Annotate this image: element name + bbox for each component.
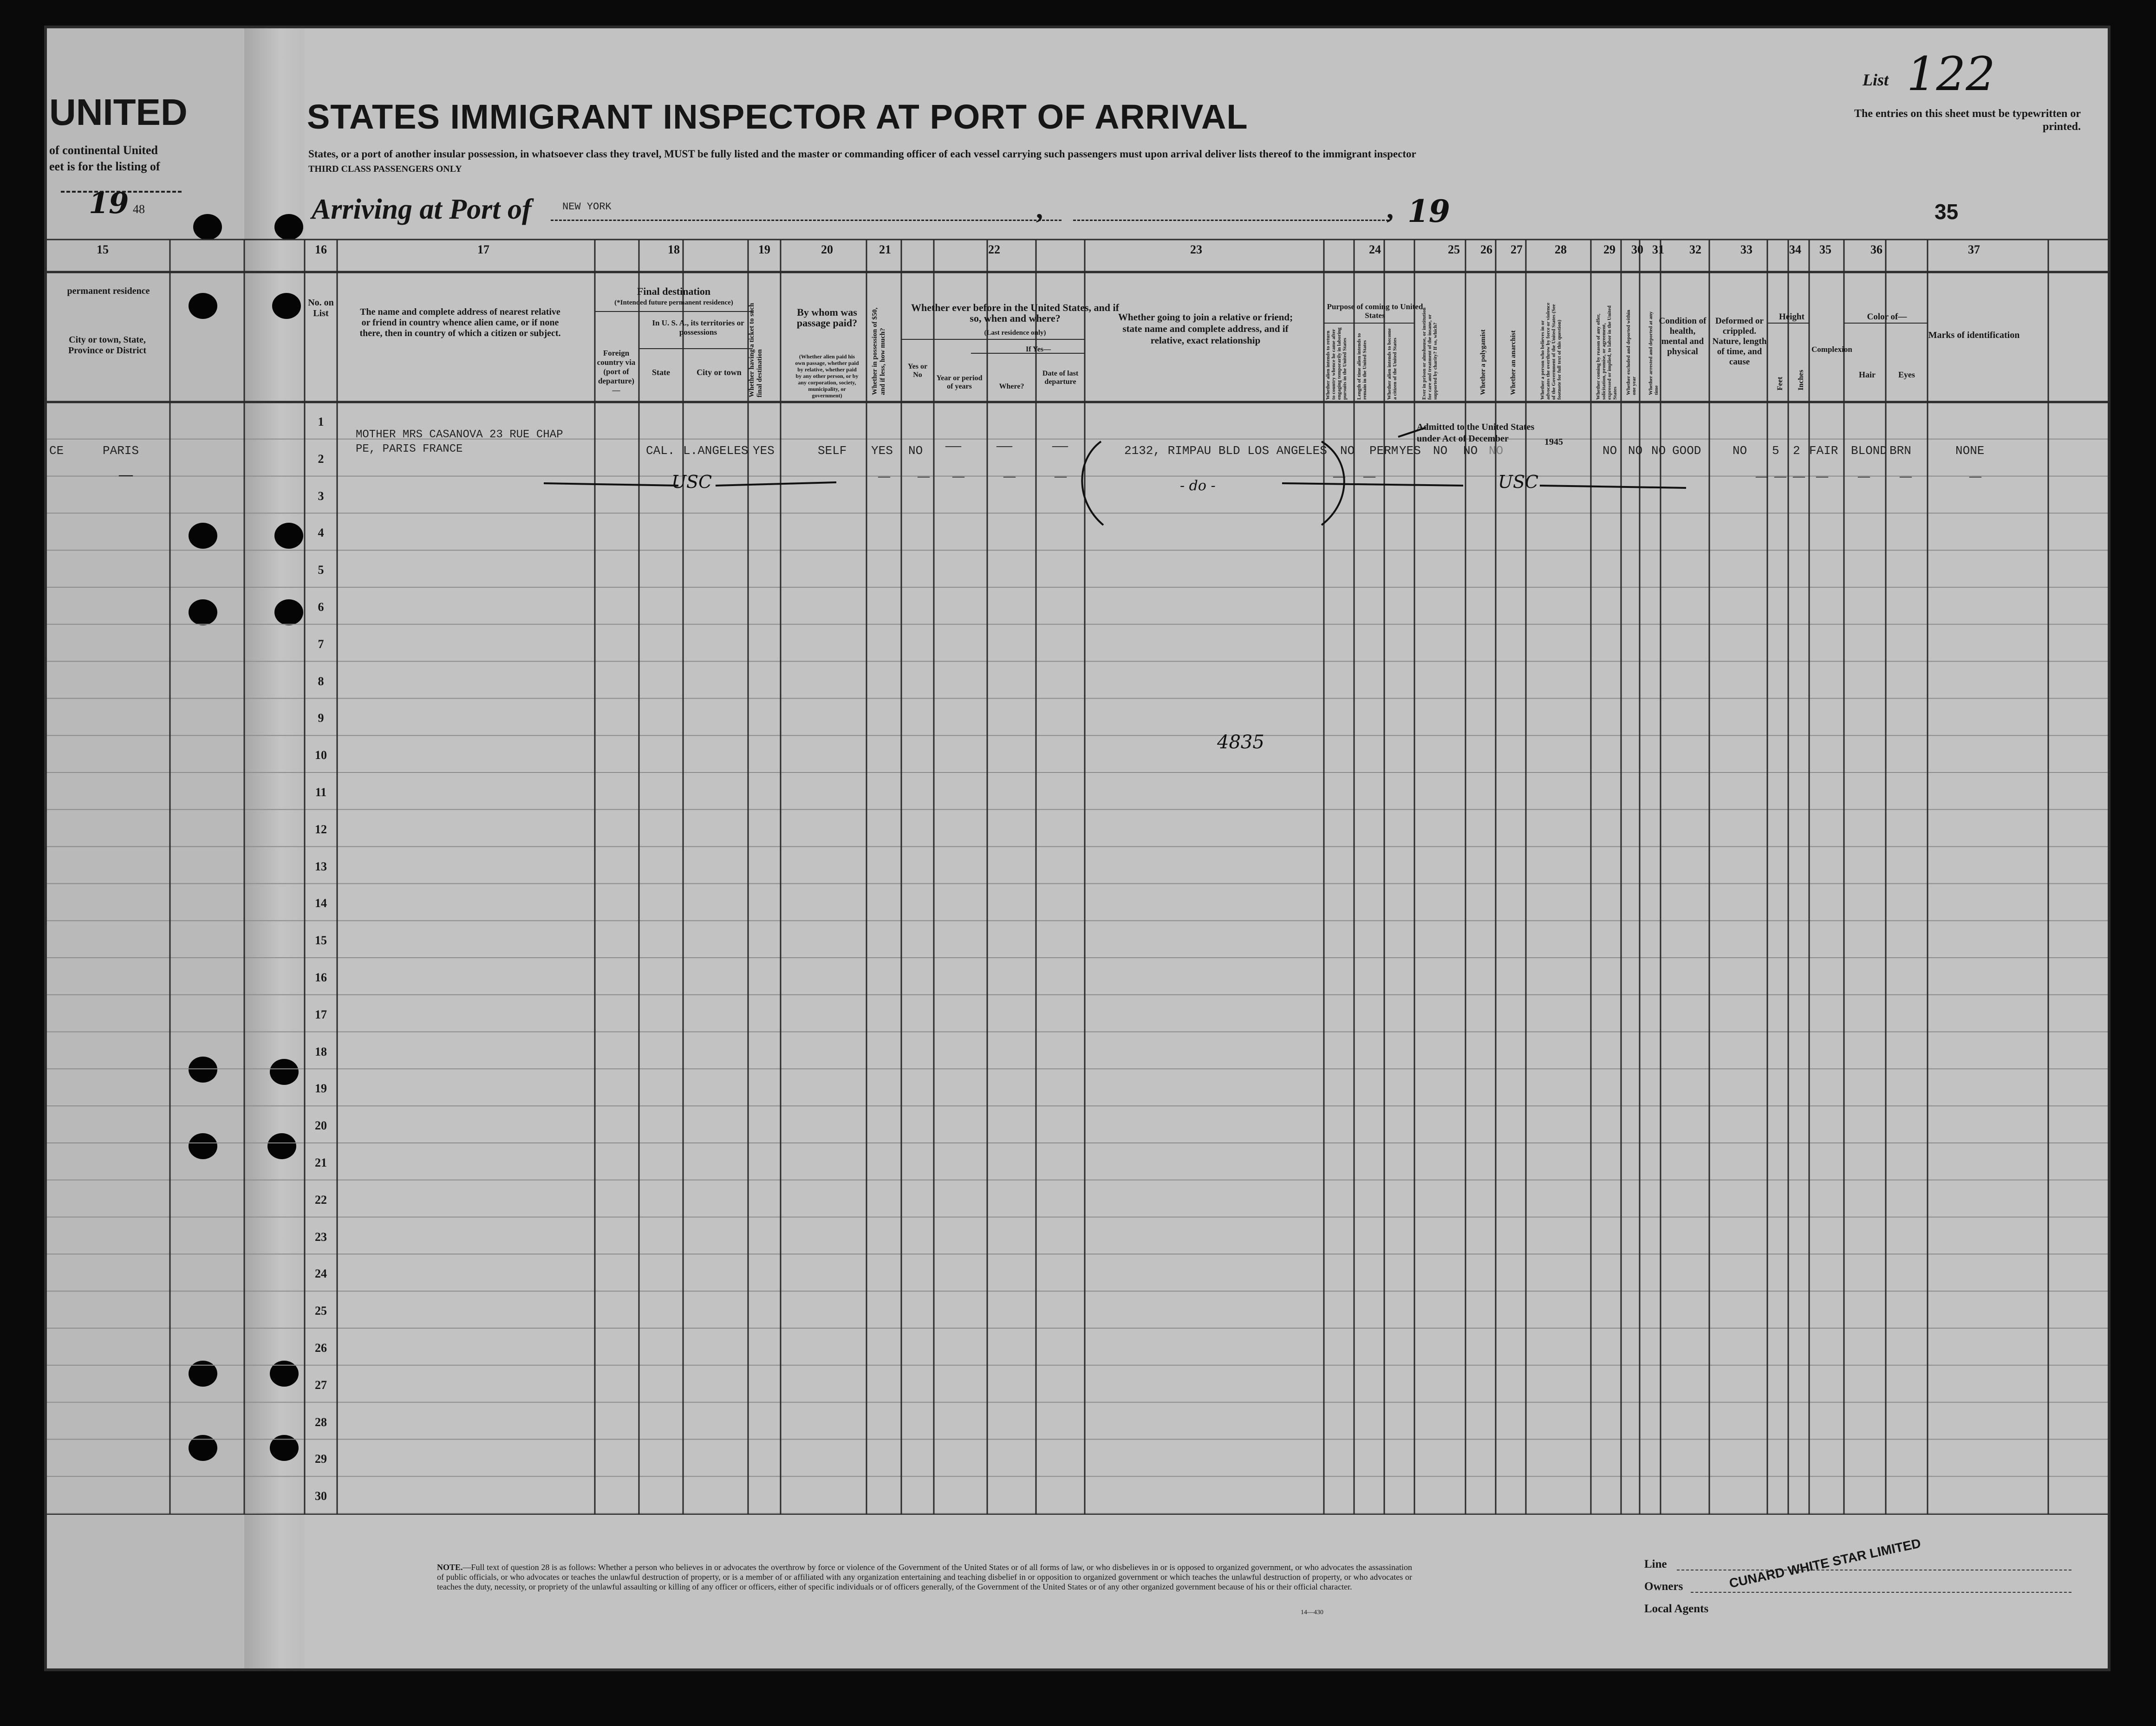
column-number: 19	[758, 243, 770, 256]
row1-prison: NO	[1433, 444, 1448, 458]
col18-foreign: Foreign country via (port of departure)—	[597, 349, 636, 395]
col22-note: (Last residence only)	[984, 329, 1046, 337]
row-number: 6	[318, 600, 324, 614]
row-number: 16	[315, 970, 327, 984]
comma: ,	[1036, 194, 1043, 224]
row-number: 13	[315, 859, 327, 873]
col17-header: The name and complete address of nearest relative or friend in country whence alien came, or if none there, then in country of which a citizen or subject.	[359, 307, 561, 338]
row-number: 29	[315, 1452, 327, 1466]
row-number: 14	[315, 896, 327, 910]
column-number: 35	[1819, 243, 1831, 256]
line-label: Line	[1644, 1558, 1667, 1570]
col22-date: Date of last departure	[1042, 370, 1079, 386]
row2-dash: —	[1003, 469, 1016, 483]
row2-dash: —	[1055, 469, 1067, 483]
agents-label: Local Agents	[1644, 1603, 1709, 1615]
row2-dash: —	[119, 467, 133, 482]
row2-dash: —	[1363, 469, 1375, 483]
row-number: 26	[315, 1341, 327, 1355]
col34-feet: Feet	[1776, 376, 1784, 390]
row2-dash: —	[878, 469, 890, 483]
row-number: 20	[315, 1119, 327, 1133]
col22-title: Whether ever before in the United States, and if so, when and where?	[911, 302, 1119, 324]
column-number: 26	[1480, 243, 1492, 256]
row1-eyes: BRN	[1889, 444, 1911, 458]
row2-dash: —	[1900, 469, 1912, 483]
col18-state: State	[652, 368, 670, 377]
row1-state: CAL.	[646, 444, 675, 458]
row1-deformed: NO	[1733, 444, 1747, 458]
list-label: List	[1863, 71, 1889, 89]
column-number: 34	[1789, 243, 1801, 256]
col29-header: Whether coming by reason of any offer, solicitation, promise, or agreement, expressed or implied, to labor in the United States	[1596, 305, 1618, 400]
column-number: 36	[1870, 243, 1882, 256]
col18-title: Final destination	[637, 286, 711, 297]
list-number: 122	[1907, 47, 1995, 101]
row-number: 23	[315, 1230, 327, 1244]
row-number: 18	[315, 1045, 327, 1058]
footnote	[437, 1563, 1412, 1592]
column-number: 32	[1689, 243, 1701, 256]
column-number: 16	[315, 243, 327, 256]
row-number: 27	[315, 1378, 327, 1392]
row-number: 21	[315, 1155, 327, 1169]
row1-city-dest: L.ANGELES	[683, 444, 749, 458]
row1-return: NO	[1340, 444, 1355, 458]
page-number: 35	[1935, 200, 1959, 224]
column-number: 23	[1190, 243, 1202, 256]
row1-country: CE	[49, 444, 64, 458]
row2-dash: —	[1858, 469, 1870, 483]
row-number: 9	[318, 711, 324, 725]
row-number: 8	[318, 674, 324, 688]
manifest-sheet	[44, 26, 2110, 1671]
col22-where: Where?	[999, 383, 1024, 390]
row-number: 22	[315, 1193, 327, 1207]
row1-col30: NO	[1628, 444, 1643, 458]
handwritten-ditto: - do -	[1180, 478, 1216, 494]
comma: ,	[1387, 194, 1394, 224]
admitted-stamp-line2: under Act of December	[1417, 434, 1509, 444]
column-number: 30	[1631, 243, 1643, 256]
row1-date-dash: —	[1052, 437, 1068, 454]
row1-fifty: YES	[871, 444, 893, 458]
col26-header: Whether a polygamist	[1479, 329, 1487, 395]
row-number: 5	[318, 563, 324, 577]
form-number: 14—430	[1301, 1609, 1323, 1616]
col30-header: Whether excluded and deported within one year	[1626, 310, 1637, 395]
row-number: 2	[318, 452, 324, 466]
column-number: 24	[1369, 243, 1381, 256]
col36-title: Color of—	[1867, 312, 1907, 322]
row2-dash: —	[1969, 469, 1981, 483]
row-number: 15	[315, 934, 327, 947]
row1-col29: NO	[1602, 444, 1617, 458]
row1-relative-line2: PE, PARIS FRANCE	[356, 443, 463, 455]
column-number: 21	[879, 243, 891, 256]
column-number: 20	[821, 243, 833, 256]
row-number: 10	[315, 748, 327, 762]
row-number: 7	[318, 637, 324, 651]
row-number: 4	[318, 526, 324, 540]
instruction-line: States, or a port of another insular possession, in whatsoever class they travel, MUST be fully listed and the master or commanding officer of each vessel carrying such passengers must upon arrival deliver lists thereof to the immigrant inspector	[308, 148, 1416, 160]
admitted-stamp-date: 1945	[1544, 437, 1563, 447]
left-subtitle: of continental United	[49, 143, 158, 157]
col22-yesno: Yes or No	[907, 363, 928, 379]
arriving-label: Arriving at Port of	[312, 194, 532, 225]
row1-before: NO	[908, 444, 923, 458]
col28-header: Whether a person who believes in or advocates the overthrow by force or violence of the Government of the United States (See footnote for full text of this question)	[1540, 303, 1562, 400]
row1-health: GOOD	[1672, 444, 1701, 458]
col25-header: Ever in prison or almshouse, or institution for care and treatment of the insane, or supported by charity? If so, which?	[1421, 307, 1438, 400]
port-value: NEW YORK	[562, 201, 612, 213]
row1-marks: NONE	[1955, 444, 1985, 458]
column-number: 33	[1740, 243, 1752, 256]
column-number: 31	[1652, 243, 1664, 256]
row2-dash: —	[952, 469, 964, 483]
col23-header: Whether going to join a relative or friend; state name and complete address, and if relative, exact relationship	[1118, 311, 1293, 346]
agent-stamp: CUNARD WHITE STAR LIMITED	[1728, 1536, 1922, 1591]
row-number: 1	[318, 415, 324, 428]
handwritten-mark: 4835	[1217, 732, 1264, 753]
row1-where-dash: —	[997, 437, 1012, 454]
row1-relative-line1: MOTHER MRS CASANOVA 23 RUE CHAP	[356, 428, 563, 441]
col18-note: (*Intended future permanent residence)	[614, 299, 733, 306]
col21-header: Whether in possession of $50, and if less, how much?	[871, 307, 886, 395]
left-subtitle: eet is for the listing of	[49, 160, 160, 173]
col18-usa: In U. S. A., its territories or possessions	[652, 318, 744, 337]
column-number: 15	[97, 243, 109, 256]
col37-header: Marks of identification	[1928, 330, 2020, 340]
row1-anarchist: NO	[1489, 444, 1504, 458]
row1-join: 2132, RIMPAU BLD LOS ANGELES	[1124, 444, 1327, 458]
form-grid	[47, 28, 2108, 1668]
column-number: 28	[1555, 243, 1567, 256]
column-number: 27	[1511, 243, 1523, 256]
row2-dash: —	[1333, 469, 1345, 483]
class-line: THIRD CLASS PASSENGERS ONLY	[308, 164, 462, 174]
col34-inches: Inches	[1797, 370, 1805, 390]
col33-header: Deformed or crippled. Nature, length of time, and cause	[1712, 316, 1767, 367]
owners-label: Owners	[1644, 1580, 1683, 1593]
row-number: 12	[315, 822, 327, 836]
row-number: 25	[315, 1304, 327, 1318]
column-number: 17	[477, 243, 489, 256]
col27-header: Whether an anarchist	[1510, 330, 1517, 395]
owners-blank	[1691, 1592, 2071, 1593]
row-number: 30	[315, 1489, 327, 1503]
col35-header: Complexion	[1811, 345, 1852, 354]
col20-note: (Whether alien paid his own passage, whether paid by relative, whether paid by any other person, or by any corporation, society, municipality, or government)	[795, 353, 859, 399]
footnote-label: NOTE.	[437, 1563, 463, 1572]
col24-c: Whether alien intends to become a citizen of the United States	[1387, 328, 1398, 400]
col22-year: Year or period of years	[936, 374, 983, 390]
col34-title: Height	[1779, 312, 1804, 322]
col15-sub: City or town, State, Province or District	[68, 335, 147, 356]
left-year-prefix: 19	[89, 186, 129, 220]
row1-hair: BLOND	[1851, 444, 1888, 458]
row2-dash: —	[1816, 469, 1828, 483]
row1-feet: 5	[1772, 444, 1779, 458]
column-number: 37	[1968, 243, 1980, 256]
col18-city: City or town	[697, 368, 742, 377]
left-year: 48	[133, 202, 145, 216]
row1-col31: NO	[1651, 444, 1666, 458]
handwritten-usc: USC	[671, 472, 712, 492]
footnote-text: —Full text of question 28 is as follows: Whether a person who believes in or advocates the overthrow by force or violence of the Government of the United States or of all forms of law, or who disbelieves in or is opposed to organized government, or who advocates the assassination of public officials, or who advocates or teaches the unlawful destruction of property, or is a member of or affiliated with any organization entertaining and teaching disbelief in or opposition to organized government or which teaches the unlawful destruction of property, or who advocates or teaches the duty, necessity, or propriety of the unlawful assaulting or killing of any officer or officers, either of specific individuals or of officers generally, of the Government of the United States or of any other organized government because of his or their official character.	[437, 1563, 1412, 1591]
row-number: 17	[315, 1007, 327, 1021]
row1-complexion: FAIR	[1809, 444, 1838, 458]
column-number: 22	[988, 243, 1000, 256]
col36-hair: Hair	[1859, 370, 1876, 379]
row2-dash: —	[918, 469, 930, 483]
col24-b: Length of time alien intends to remain in the United States	[1356, 333, 1368, 400]
row1-inches: 2	[1793, 444, 1800, 458]
row1-ticket: YES	[753, 444, 775, 458]
row-number: 3	[318, 489, 324, 503]
col24-a: Whether alien intends to return to country whence he came after engaging temporarily in laboring pursuits in the United States	[1325, 327, 1348, 400]
column-number: 25	[1448, 243, 1460, 256]
typewritten-note: The entries on this sheet must be typewritten or printed.	[1854, 108, 2081, 133]
row-number: 28	[315, 1415, 327, 1429]
col24-title: Purpose of coming to United States	[1327, 302, 1423, 320]
handwritten-usc: USC	[1498, 472, 1539, 492]
row1-year-dash: —	[945, 437, 961, 454]
row2-dash: —	[1793, 469, 1805, 483]
col31-header: Whether arrested and deported at any time	[1648, 311, 1659, 395]
col22-ifyes: If Yes—	[1025, 345, 1051, 353]
row1-length: PERM	[1369, 444, 1399, 458]
title-left-fragment: UNITED	[49, 91, 188, 133]
row-number: 24	[315, 1267, 327, 1281]
col20-title: By whom was passage paid?	[796, 306, 858, 329]
col15-title: permanent residence	[67, 286, 150, 296]
year-prefix: 19	[1407, 193, 1450, 229]
row-number: 11	[315, 785, 327, 799]
admitted-stamp-line1: Admitted to the United States	[1417, 422, 1535, 432]
column-number: 18	[668, 243, 680, 256]
col32-header: Condition of health, mental and physical	[1659, 316, 1707, 357]
row1-city: PARIS	[103, 444, 139, 458]
form-title: STATES IMMIGRANT INSPECTOR AT PORT OF ARRIVAL	[307, 97, 1248, 136]
row1-citizen: YES	[1399, 444, 1421, 458]
col16-header: No. on List	[308, 298, 334, 318]
row1-paid-by: SELF	[818, 444, 847, 458]
row2-dash: —	[1756, 469, 1768, 483]
row-number: 19	[315, 1082, 327, 1096]
row2-dash: —	[1774, 469, 1786, 483]
col19-header: Whether having a ticket to such final destination	[748, 303, 763, 397]
col36-eyes: Eyes	[1898, 370, 1915, 379]
column-number: 29	[1603, 243, 1615, 256]
row1-polygamist: NO	[1463, 444, 1478, 458]
